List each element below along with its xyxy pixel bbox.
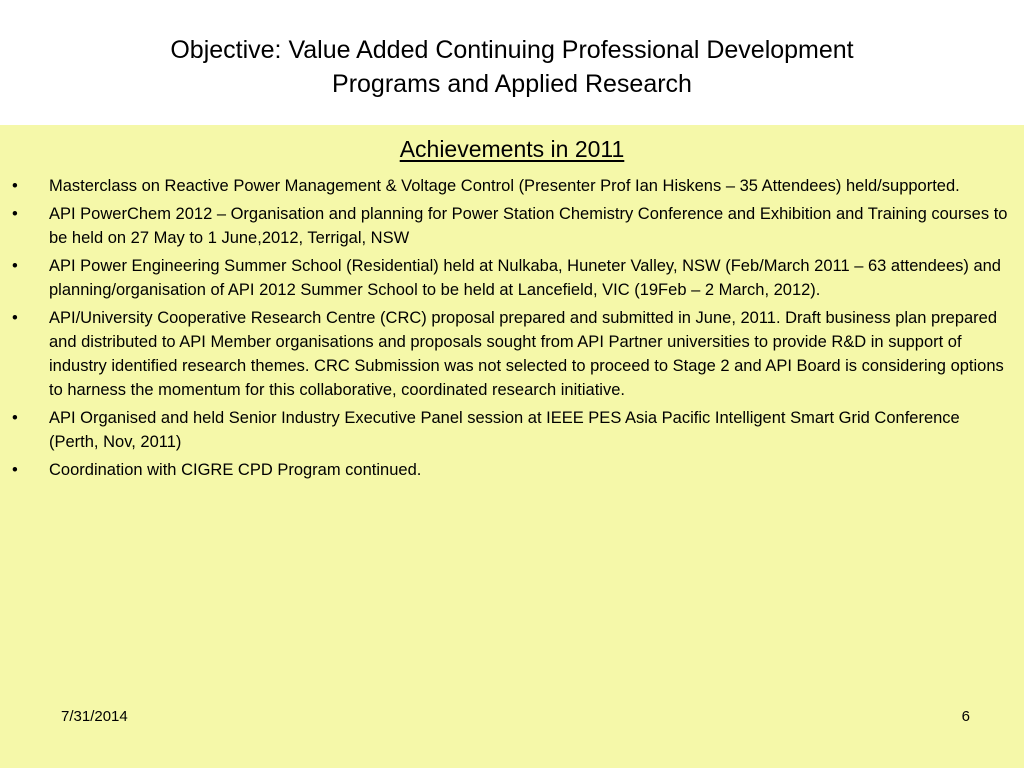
bullet-icon: • xyxy=(12,177,18,195)
footer-date: 7/31/2014 xyxy=(61,708,128,725)
bullet-text: API/University Cooperative Research Centre (CRC) proposal prepared and submitted in June, 2011. Draft business plan prepared and distributed to API Member organisations and proposals sought from API Partner universities to provide R&D in support of industry identified research themes. CRC Submission was not selected to proceed to Stage 2 and API Board is considering options to harness the momentum for this collaborative, coordinated research initiative. xyxy=(49,309,1004,399)
page-number: 6 xyxy=(961,708,970,725)
bullet-list xyxy=(0,174,1024,486)
bullet-text: API Power Engineering Summer School (Residential) held at Nulkaba, Huneter Valley, NSW (Feb/March 2011 – 63 attendees) and planning/organisation of API 2012 Summer School to be held at Lancefield, VIC (19Feb – 2 March, 2012). xyxy=(49,257,1001,299)
bullet-item xyxy=(0,458,1024,482)
bullet-item xyxy=(0,174,1024,198)
bullet-item xyxy=(0,406,1024,454)
bullet-icon: • xyxy=(12,205,18,223)
section-heading-text: Achievements in 2011 xyxy=(399,136,625,162)
bullet-item xyxy=(0,202,1024,250)
bullet-text: API Organised and held Senior Industry Executive Panel session at IEEE PES Asia Pacific Intelligent Smart Grid Conference (Perth, Nov, 2011) xyxy=(49,409,960,451)
content-area xyxy=(0,125,1024,768)
bullet-text: Coordination with CIGRE CPD Program continued. xyxy=(49,461,422,479)
bullet-icon: • xyxy=(12,257,18,275)
bullet-icon: • xyxy=(12,409,18,427)
title-area xyxy=(0,0,1024,125)
slide-title-line-1: Objective: Value Added Continuing Professional Development xyxy=(170,36,854,64)
slide-title-line-2: Programs and Applied Research xyxy=(332,70,692,98)
bullet-text: API PowerChem 2012 – Organisation and planning for Power Station Chemistry Conference and Exhibition and Training courses to be held on 27 May to 1 June,2012, Terrigal, NSW xyxy=(49,205,1008,247)
bullet-item xyxy=(0,306,1024,402)
bullet-icon: • xyxy=(12,461,18,479)
section-heading xyxy=(0,134,1024,164)
bullet-text: Masterclass on Reactive Power Management & Voltage Control (Presenter Prof Ian Hiskens – 35 Attendees) held/supported. xyxy=(49,177,960,195)
bullet-item xyxy=(0,254,1024,302)
bullet-icon: • xyxy=(12,309,18,327)
